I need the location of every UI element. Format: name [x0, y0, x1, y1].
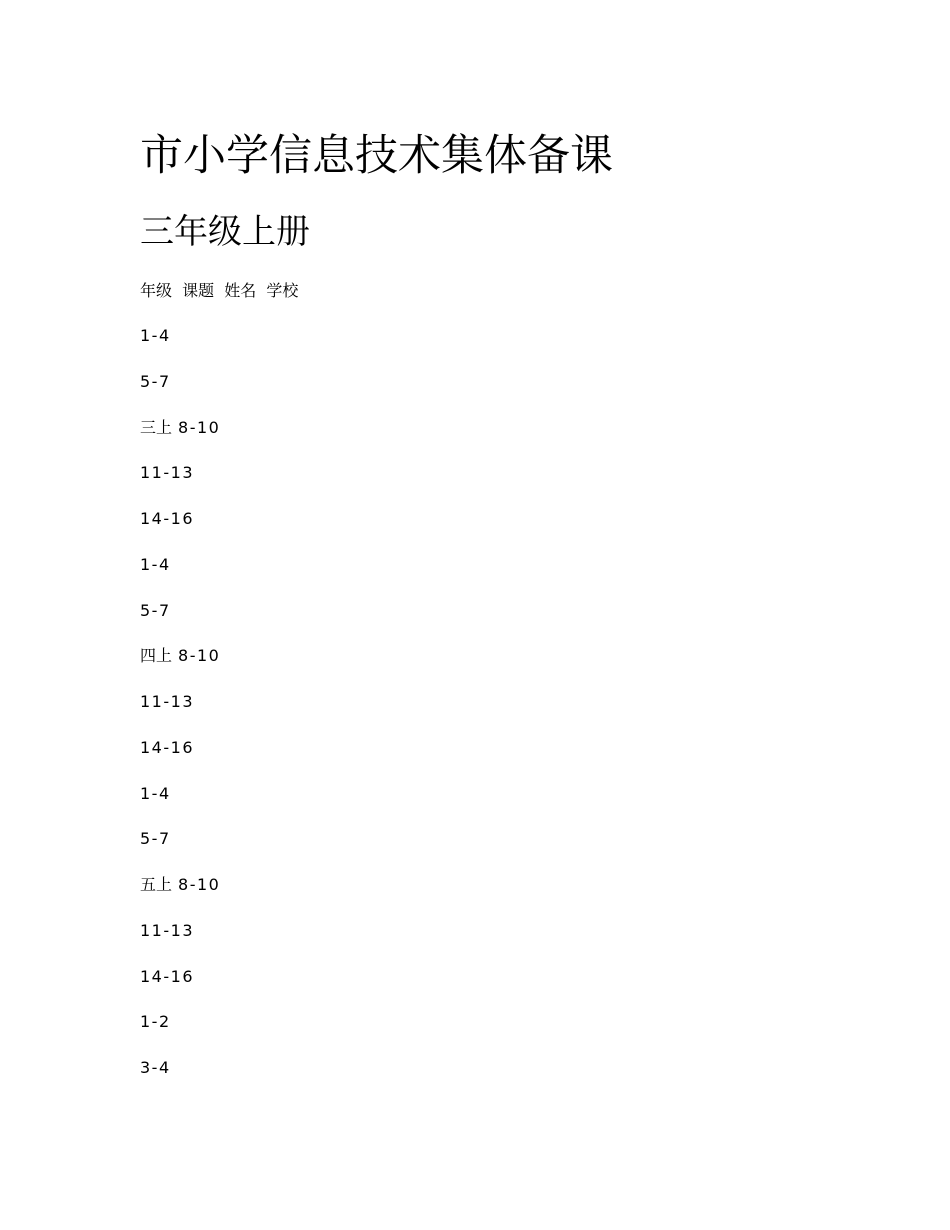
grade-label: 四上: [140, 646, 173, 666]
lesson-range: 14-16: [140, 509, 194, 528]
lesson-range: 11-13: [140, 920, 194, 940]
lesson-range: 5-7: [140, 829, 171, 849]
header-topic: 课题: [182, 281, 215, 300]
list-item: [140, 325, 220, 371]
header-school: 学校: [266, 281, 299, 300]
document-page: [140, 0, 950, 1230]
lesson-range: 11-13: [140, 463, 194, 483]
lesson-range: 11-13: [140, 692, 194, 711]
list-item: [140, 1011, 220, 1057]
list-item: [140, 737, 220, 783]
header-name: 姓名: [224, 281, 257, 300]
grade-label: 五上: [140, 875, 173, 894]
list-item: [140, 600, 220, 646]
list-item: [140, 645, 220, 691]
list-item: [140, 783, 220, 829]
list-item: [140, 691, 220, 737]
lesson-range: 8-10: [178, 417, 221, 437]
lesson-range: 8-10: [178, 875, 221, 894]
header-grade: 年级: [140, 281, 173, 300]
list-item: [140, 417, 220, 463]
list-item: [140, 554, 220, 600]
list-item: [140, 874, 220, 920]
document-subtitle: 三年级上册: [140, 212, 310, 252]
lesson-range: 3-4: [140, 1058, 171, 1077]
grade-label: 三上: [140, 417, 173, 437]
lesson-range: 1-4: [140, 554, 171, 574]
lesson-list: [140, 325, 220, 1103]
lesson-range: 1-4: [140, 326, 171, 345]
lesson-range: 14-16: [140, 966, 194, 986]
lesson-range: 5-7: [140, 371, 171, 391]
list-item: [140, 920, 220, 966]
lesson-range: 8-10: [178, 646, 221, 666]
list-item: [140, 462, 220, 508]
list-item: [140, 828, 220, 874]
list-item: [140, 371, 220, 417]
lesson-range: 1-2: [140, 1012, 171, 1032]
list-item: [140, 966, 220, 1012]
list-item: [140, 508, 220, 554]
lesson-range: 1-4: [140, 783, 171, 803]
document-title: 市小学信息技术集体备课: [140, 131, 613, 181]
list-item: [140, 1057, 220, 1103]
lesson-range: 14-16: [140, 737, 194, 757]
lesson-range: 5-7: [140, 600, 171, 620]
table-header: [140, 280, 303, 302]
